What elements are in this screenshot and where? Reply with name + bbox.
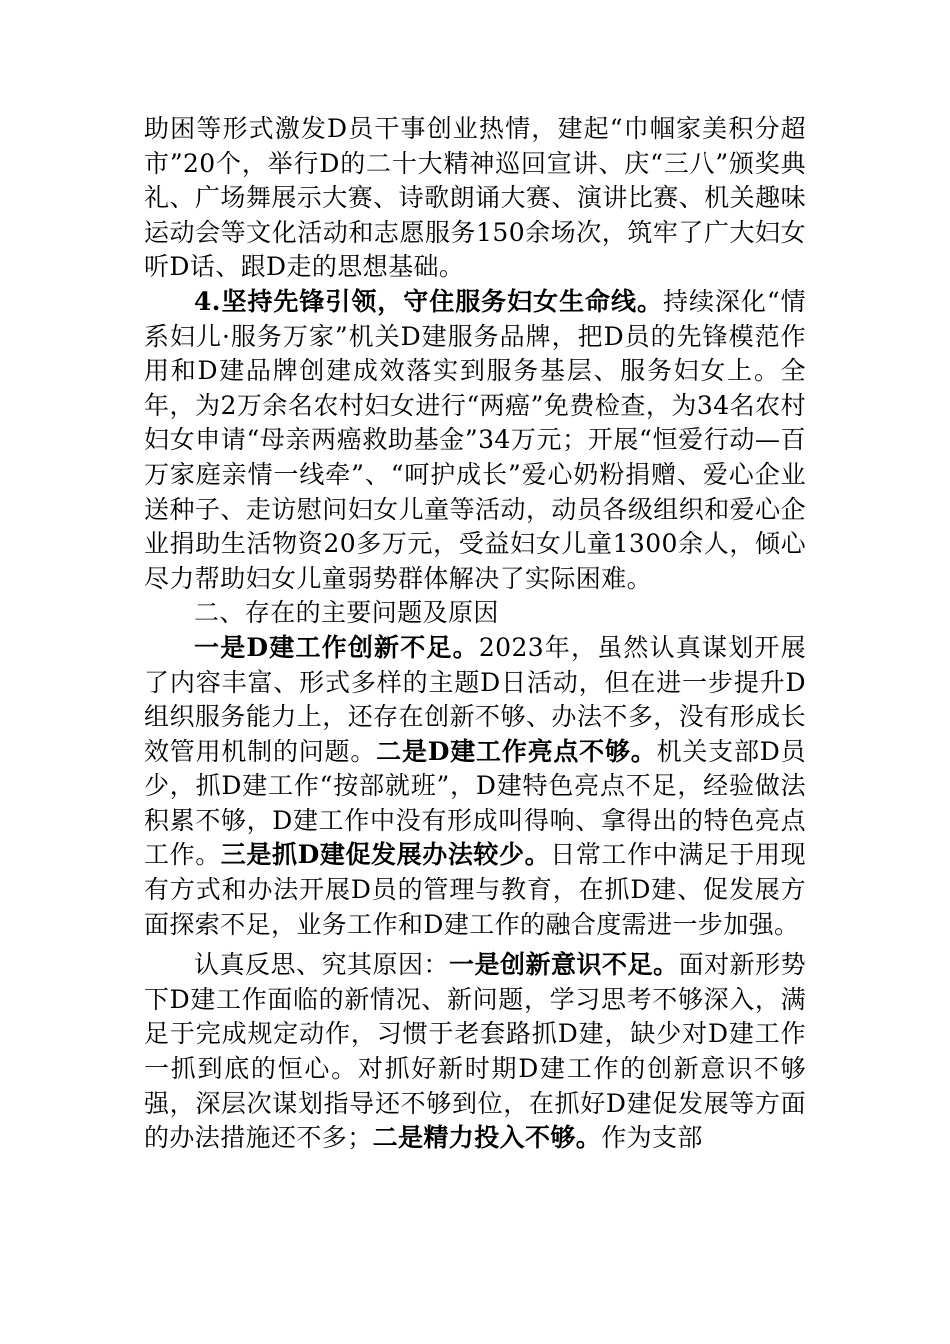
cause-2-text: 作为支部: [601, 1123, 703, 1153]
paragraph-problems: [144, 631, 806, 942]
document-page: [144, 112, 806, 1156]
problem-3-text: 日常工作中满足于用现有方式和办法开展D员的管理与教育，在抓D建、促发展方面探索不足，业务工作和D建工作的融合度需进一步加强。: [144, 840, 806, 939]
paragraph-2-text: 持续深化“情系妇儿·服务万家”机关D建服务品牌，把D员的先锋模范作用和D建品牌创建成效落实到服务基层、服务妇女上。全年，为2万余名农村妇女进行“两癌”免费检查，为34名农村妇女申请“母亲两癌救助基金”34万元；开展“恒爱行动—百万家庭亲情一线牵”、“呵护成长”爱心奶粉捐赠、爱心企业送种子、走访慰问妇女儿童等活动，动员各级组织和爱心企业捐助生活物资20多万元，受益妇女儿童1300余人，倾心尽力帮助妇女儿童弱势群体解决了实际困难。: [144, 286, 806, 593]
cause-1-heading: 一是创新意识不足。: [449, 950, 679, 980]
problem-1-heading: 一是D建工作创新不足。: [194, 632, 479, 662]
problem-2-heading: 二是D建工作亮点不够。: [376, 736, 657, 766]
problem-2-text: 机关支部D员少，抓D建工作“按部就班”，D建特色亮点不足，经验做法积累不够，D建工作中没有形成叫得响、拿得出的特色亮点工作。: [144, 736, 806, 870]
causes-intro: 认真反思、究其原因：: [194, 950, 450, 980]
paragraph-2: [144, 285, 806, 596]
section-heading-text: 二、存在的主要问题及原因: [194, 598, 499, 628]
paragraph-causes: [144, 948, 806, 1156]
heading-leadership: 4.坚持先锋引领，守住服务妇女生命线。: [194, 286, 663, 316]
cause-2-heading: 二是精力投入不够。: [372, 1123, 602, 1153]
problem-1-text: 2023年，虽然认真谋划开展了内容丰富、形式多样的主题D日活动，但在进一步提升D组织服务能力上，还存在创新不够、办法不多，没有形成长效管用机制的问题。: [144, 632, 806, 766]
problem-3-heading: 三是抓D建促发展办法较少。: [220, 840, 551, 870]
section-heading-problems: [144, 596, 806, 631]
paragraph-1-text: 助困等形式激发D员干事创业热情，建起“巾帼家美积分超市”20个，举行D的二十大精神巡回宣讲、庆“三八”颁奖典礼、广场舞展示大赛、诗歌朗诵大赛、演讲比赛、机关趣味运动会等文化活动和志愿服务150余场次，筑牢了广大妇女听D话、跟D走的思想基础。: [144, 114, 806, 282]
cause-1-text: 面对新形势下D建工作面临的新情况、新问题，学习思考不够深入，满足于完成规定动作，习惯于老套路抓D建，缺少对D建工作一抓到底的恒心。对抓好新时期D建工作的创新意识不够强，深层次谋划指导还不够到位，在抓好D建促发展等方面的办法措施还不多；: [144, 950, 806, 1153]
paragraph-1: [144, 112, 806, 285]
